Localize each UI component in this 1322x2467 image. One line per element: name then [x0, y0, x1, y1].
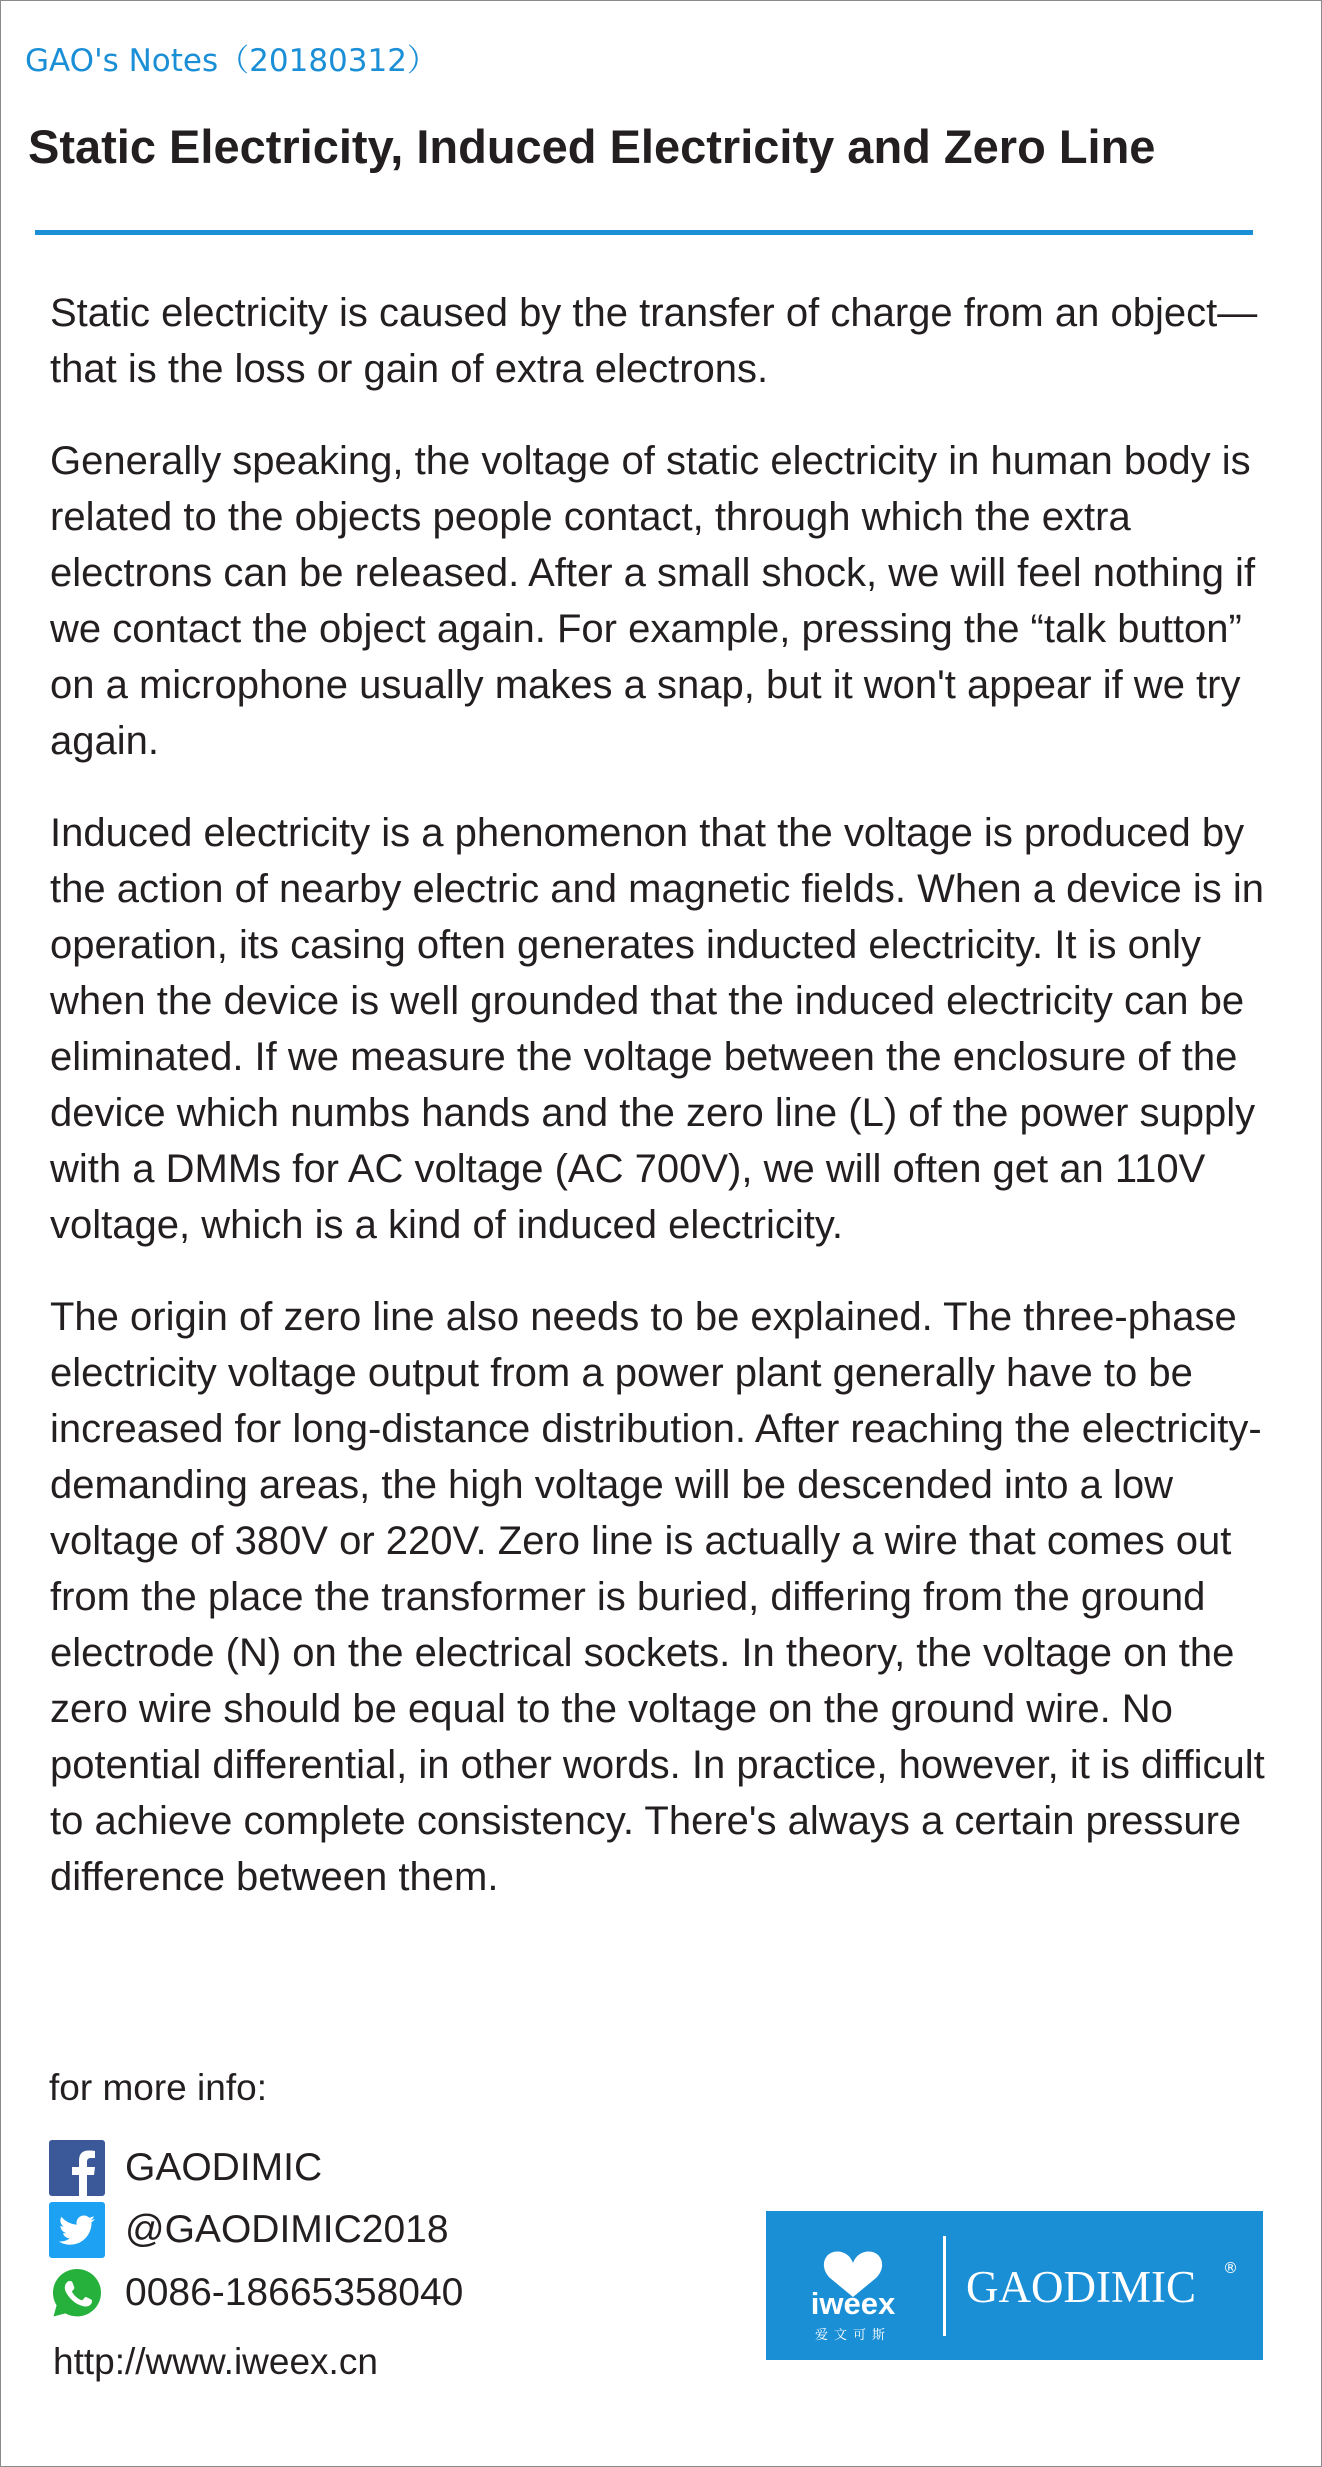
paragraph-induced-electricity: Induced electricity is a phenomenon that the voltage is produced by the action of nearby electric and magnetic fields. When a device is in operation, its casing often generates inducted electricity. It is only when the device is well grounded that the induced electricity can be eliminated. If we measure the voltage between the enclosure of the device which numbs hands and the zero line (L) of the power supply with a DMMs for AC voltage (AC 700V), we will often get an 110V voltage, which is a kind of induced electricity.: [50, 811, 1264, 1247]
whatsapp-icon: [49, 2265, 105, 2321]
paragraph-human-body-voltage: Generally speaking, the voltage of static electricity in human body is related to the objects people contact, through which the extra electrons can be released. After a small shock, we will feel nothing if we contact the object again. For example, pressing the “talk button” on a microphone usually makes a snap, but it won't appear if we try again.: [50, 439, 1256, 763]
whatsapp-number: 0086-18665358040: [125, 2271, 464, 2314]
twitter-handle: @GAODIMIC2018: [125, 2208, 449, 2251]
logo-graphic: [766, 2211, 1263, 2360]
contact-facebook[interactable]: [49, 2139, 322, 2197]
logo-gaodimic-text: GAODIMIC: [966, 2262, 1196, 2312]
notes-label: GAO's Notes（20180312）: [25, 43, 438, 79]
contact-twitter[interactable]: [49, 2201, 449, 2259]
facebook-icon: [49, 2140, 105, 2196]
more-info-label: for more info:: [49, 2067, 267, 2108]
website-url[interactable]: http://www.iweex.cn: [53, 2341, 378, 2382]
page-title: Static Electricity, Induced Electricity and Zero Line: [28, 120, 1156, 173]
logo-iweex-cn-text: 爱文可斯: [814, 2328, 892, 2343]
iweex-gaodimic-logo: [766, 2211, 1263, 2360]
facebook-handle: GAODIMIC: [125, 2146, 323, 2189]
logo-iweex-text: iweex: [810, 2286, 896, 2321]
contact-whatsapp[interactable]: [49, 2264, 463, 2322]
paragraph-static-electricity: Static electricity is caused by the transfer of charge from an object—that is the loss or gain of extra electrons.: [50, 291, 1258, 391]
title-divider: [35, 230, 1253, 235]
twitter-icon: [49, 2202, 105, 2258]
paragraph-zero-line: The origin of zero line also needs to be explained. The three-phase electricity voltage output from a power plant generally have to be increased for long-distance distribution. After reaching the electricity-demanding areas, the high voltage will be descended into a low voltage of 380V or 220V. Zero line is actually a wire that comes out from the place the transformer is buried, differing from the ground electrode (N) on the electrical sockets. In theory, the voltage on the zero wire should be equal to the voltage on the ground wire. No potential differential, in other words. In practice, however, it is difficult to achieve complete consistency. There's always a certain pressure difference between them.: [50, 1295, 1265, 1899]
article-body: [50, 285, 1285, 1941]
logo-registered-mark: ®: [1223, 2259, 1238, 2277]
